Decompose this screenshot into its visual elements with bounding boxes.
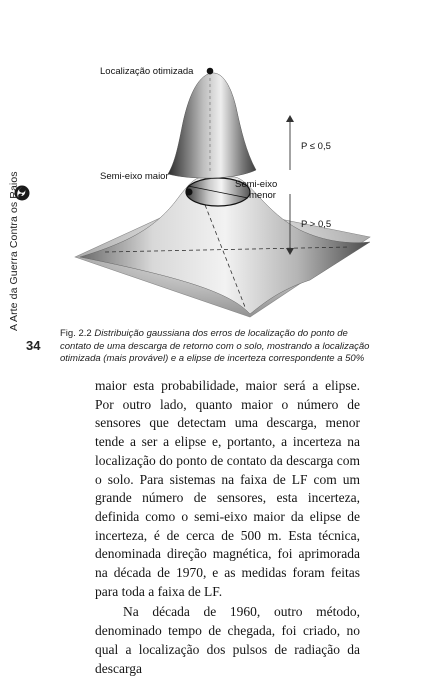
label-p-lower: P > 0,5	[301, 219, 332, 230]
body-text	[95, 377, 360, 678]
body-paragraph-1: maior esta probabilidade, maior será a elipse. Por outro lado, quanto maior o número de sensores que detectam uma descarga, menor tende a ser a elipse e, portanto, a incerteza na localização do ponto de contato da descarga com o solo. Para sistemas na faixa de LF com um grande número de sensores, esta incerteza, definida como o semi-eixo maior da elipse de incerteza, é de cerca de 500 m. Esta técnica, denominada direção magnética, foi aprimorada na década de 1970, e as medidas foram feitas para toda a faixa de LF.	[95, 378, 360, 599]
figure-caption	[60, 328, 380, 366]
body-paragraph-2: Na década de 1960, outro método, denominado tempo de chegada, foi criado, no qual a localização dos pulsos de radiação da descarga	[95, 604, 360, 676]
ellipse-center-point	[186, 189, 193, 196]
label-optimized-location: Localização otimizada	[100, 66, 194, 77]
label-semi-minor-line1: Semi-eixo	[235, 179, 278, 190]
caption-figure-number: Fig. 2.2	[60, 328, 92, 339]
label-semi-major-axis: Semi-eixo maior	[100, 171, 169, 182]
p-upper-arrow-head	[286, 115, 294, 122]
book-title-running-head: A Arte da Guerra Contra os Raios	[8, 171, 20, 331]
page-number: 34	[26, 338, 41, 353]
gaussian-peak-cap	[168, 73, 256, 178]
label-p-upper: P ≤ 0,5	[301, 141, 331, 152]
gaussian-error-figure	[60, 52, 380, 327]
label-semi-minor-line2: menor	[249, 190, 276, 201]
caption-text: Distribuição gaussiana dos erros de localização do ponto de contato de uma descarga de retorno com o solo, mostrando a localização otimizada (mais provável) e a elipse de incerteza correspondente a 50%	[60, 328, 370, 364]
optimized-location-point	[207, 68, 214, 75]
